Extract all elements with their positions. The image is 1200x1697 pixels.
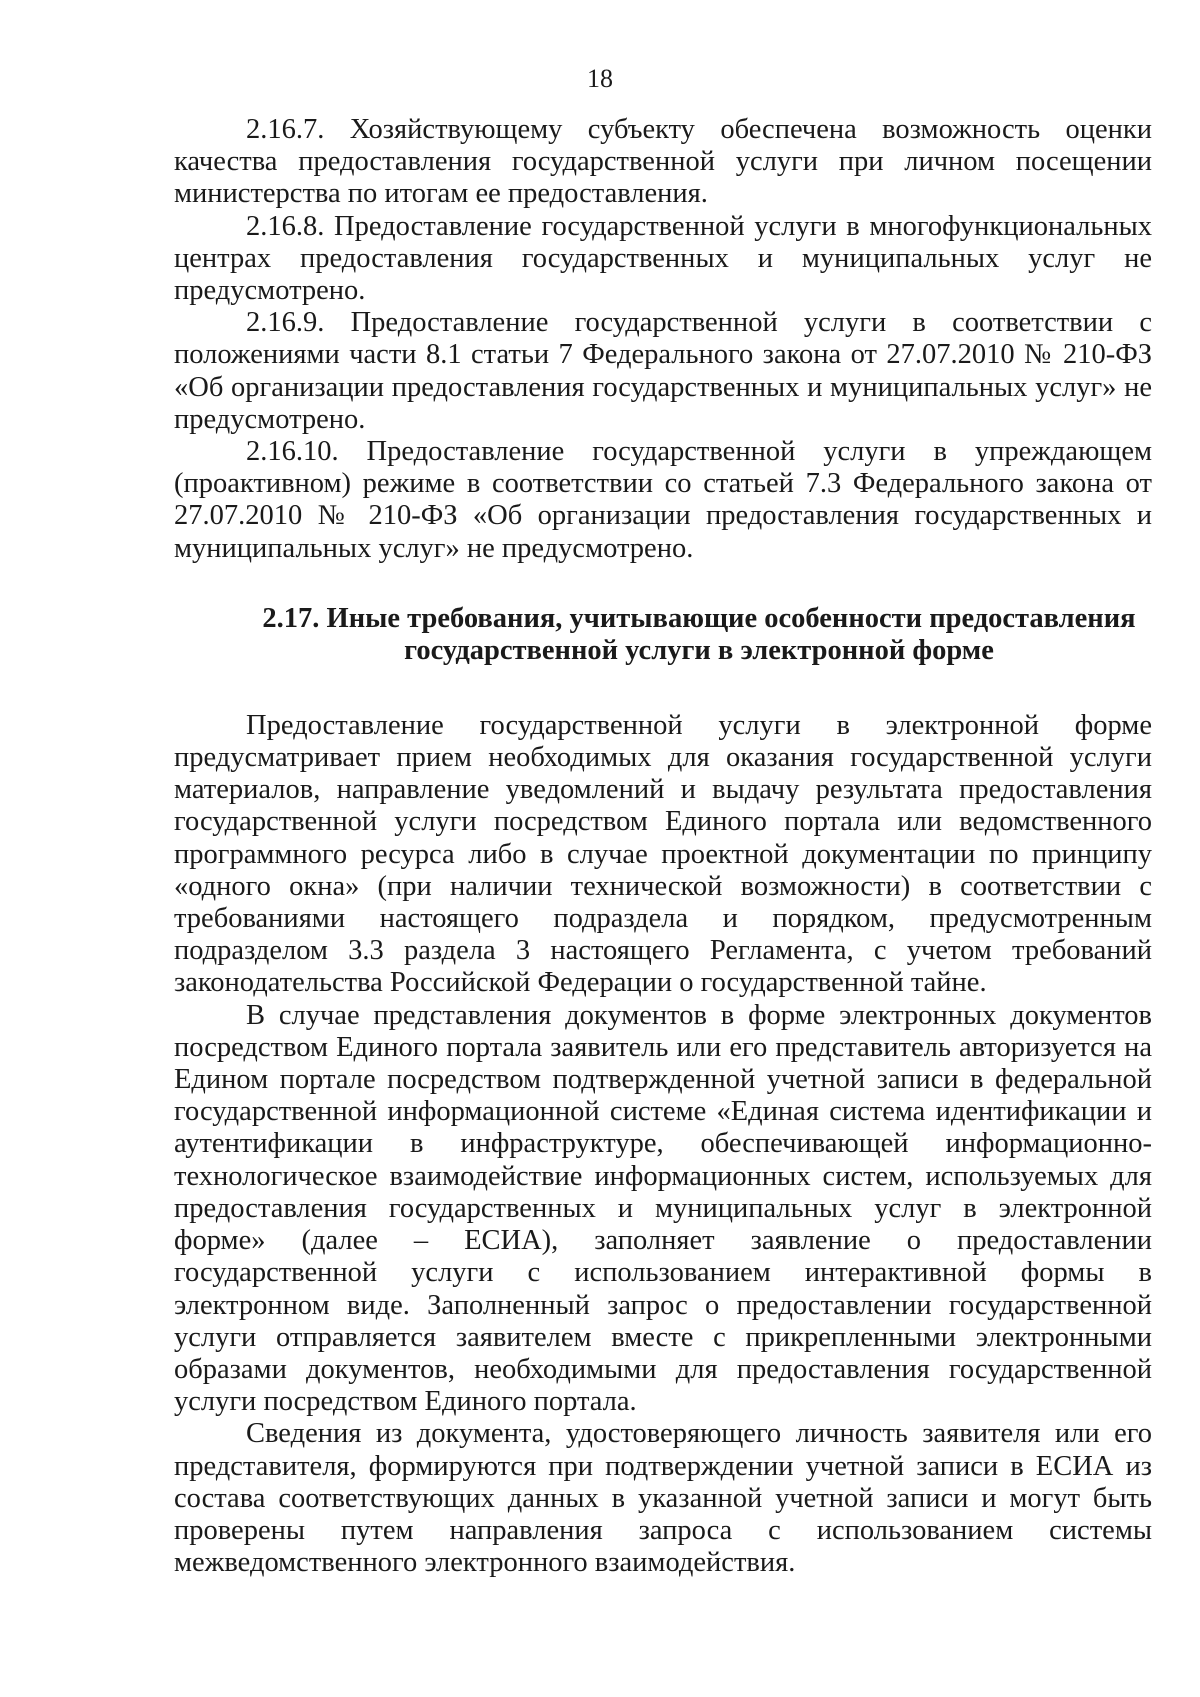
paragraph-electronic-form: Предоставление государственной услуги в электронной форме предусматривает прием необходимых для оказания государственной услуги материалов, направление уведомлений и выдачу результата предоставления государственной услуги посредством Единого портала или ведомственного программного ресурса либо в случае проектной документации по принципу «одного окна» (при наличии технической возможности) в соответствии с требованиями настоящего подраздела и порядком, предусмотренным подразделом 3.3 раздела 3 настоящего Регламента, с учетом требований законодательства Российской Федерации о государственной тайне.	[174, 709, 1152, 999]
page-number: 18	[587, 64, 613, 93]
paragraph-2-16-9: 2.16.9. Предоставление государственной услуги в соответствии с положениями части 8.1 статьи 7 Федерального закона от 27.07.2010 № 210-ФЗ «Об организации предоставления государственных и муниципальных услуг» не предусмотрено.	[174, 307, 1152, 435]
paragraph-2-16-8: 2.16.8. Предоставление государственной услуги в многофункциональных центрах предоставления государственных и муниципальных услуг не предусмотрено.	[174, 210, 1152, 307]
paragraph-2-16-10: 2.16.10. Предоставление государственной услуги в упреждающем (проактивном) режиме в соответствии со статьей 7.3 Федерального закона от 27.07.2010 № 210-ФЗ «Об организации предоставления государственных и муниципальных услуг» не предусмотрено.	[174, 436, 1152, 564]
document-body	[174, 114, 1152, 1579]
section-heading-2-17: 2.17. Иные требования, учитывающие особенности предоставления государственной услуги в электронной форме	[262, 602, 1136, 667]
paragraph-identity-data: Сведения из документа, удостоверяющего личность заявителя или его представителя, формируются при подтверждении учетной записи в ЕСИА из состава соответствующих данных в указанной учетной записи и могут быть проверены путем направления запроса с использованием системы межведомственного электронного взаимодействия.	[174, 1418, 1152, 1579]
paragraph-2-16-7: 2.16.7. Хозяйствующему субъекту обеспечена возможность оценки качества предоставления государственной услуги при личном посещении министерства по итогам ее предоставления.	[174, 114, 1152, 210]
paragraph-esia-authorization: В случае представления документов в форме электронных документов посредством Единого портала заявитель или его представитель авторизуется на Едином портале посредством подтвержденной учетной записи в федеральной государственной информационной системе «Единая система идентификации и аутентификации в инфраструктуре, обеспечивающей информационно-технологическое взаимодействие информационных систем, используемых для предоставления государственных и муниципальных услуг в электронной форме» (далее – ЕСИА), заполняет заявление о предоставлении государственной услуги с использованием интерактивной формы в электронном виде. Заполненный запрос о предоставлении государственной услуги отправляется заявителем вместе с прикрепленными электронными образами документов, необходимыми для предоставления государственной услуги посредством Единого портала.	[174, 999, 1152, 1418]
